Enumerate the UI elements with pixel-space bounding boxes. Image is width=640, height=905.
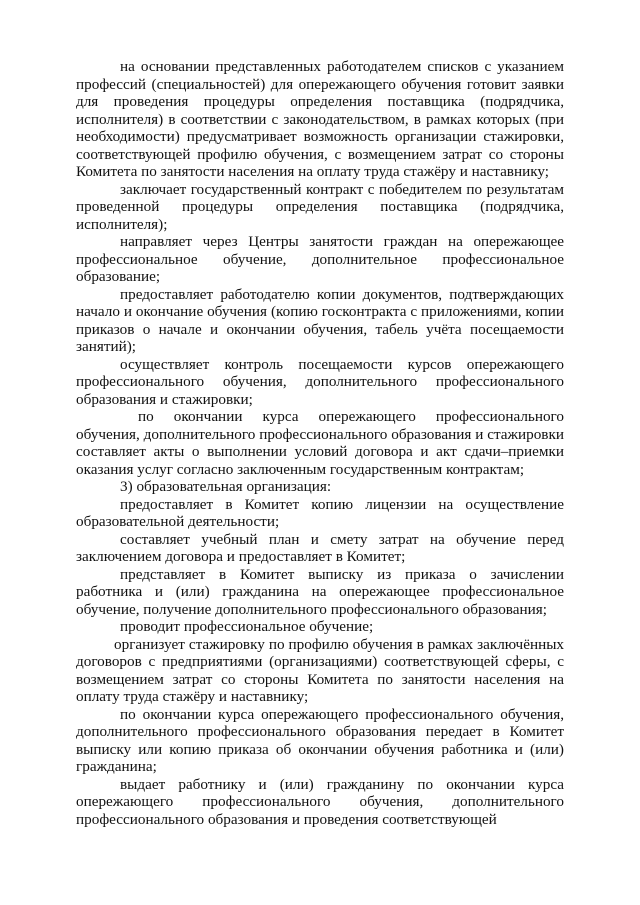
paragraph-completion-acts: по окончании курса опережающего профессионального обучения, дополнительного профессионального образования и стажировки составляет акты о выполнении условий договора и акт сдачи–приемки оказания услуг согласно заключенным государственным контрактам; <box>76 408 564 478</box>
document-page <box>76 58 564 828</box>
paragraph-referral: направляет через Центры занятости граждан на опережающее профессиональное обучение, дополнительное профессиональное образование; <box>76 233 564 285</box>
paragraph-curriculum: составляет учебный план и смету затрат на обучение перед заключением договора и предоставляет в Комитет; <box>76 530 564 565</box>
paragraph-completion-order: по окончании курса опережающего профессионального обучения, дополнительного профессионального образования передает в Комитет выписку или копию приказа об окончании обучения работника и (или) гражданина; <box>76 705 564 775</box>
paragraph-attendance-control: осуществляет контроль посещаемости курсов опережающего профессионального обучения, дополнительного профессионального образования и стажировки; <box>76 355 564 408</box>
paragraph-applications: на основании представленных работодателем списков с указанием профессий (специальностей) для опережающего обучения готовит заявки для проведения процедуры определения поставщика (подрядчика, исполнителя) в соответствии с законодательством, в рамках которых (при необходимости) предусматривает возможность организации стажировки, соответствующей профилю обучения, с возмещением затрат со стороны Комитета по занятости населения на оплату труда стажёру и наставнику; <box>76 58 564 180</box>
paragraph-conducts-training: проводит профессиональное обучение; <box>120 618 374 635</box>
paragraph-section-heading: 3) образовательная организация: <box>120 478 332 495</box>
paragraph-issues-documents: выдает работнику и (или) гражданину по окончании курса опережающего профессионального обучения, дополнительного профессионального образования и проведения соответствующей <box>76 775 564 828</box>
paragraph-document-copies: предоставляет работодателю копии документов, подтверждающих начало и окончание обучения (копию госконтракта с приложениями, копии приказов о начале и окончании обучения, табель учёта посещаемости занятий); <box>76 285 564 355</box>
paragraph-license: предоставляет в Комитет копию лицензии на осуществление образовательной деятельности; <box>76 495 564 530</box>
paragraph-state-contract: заключает государственный контракт с победителем по результатам проведенной процедуры определения поставщика (подрядчика, исполнителя); <box>76 180 564 233</box>
paragraph-enrollment-order: представляет в Комитет выписку из приказа о зачислении работника и (или) гражданина на опережающее профессиональное обучение, получение дополнительного профессионального образования; <box>76 565 564 618</box>
paragraph-internship: организует стажировку по профилю обучения в рамках заключённых договоров с предприятиями (организациями) соответствующей сферы, с возмещением затрат со стороны Комитета по занятости населения на оплату труда стажёру и наставнику; <box>76 635 564 705</box>
